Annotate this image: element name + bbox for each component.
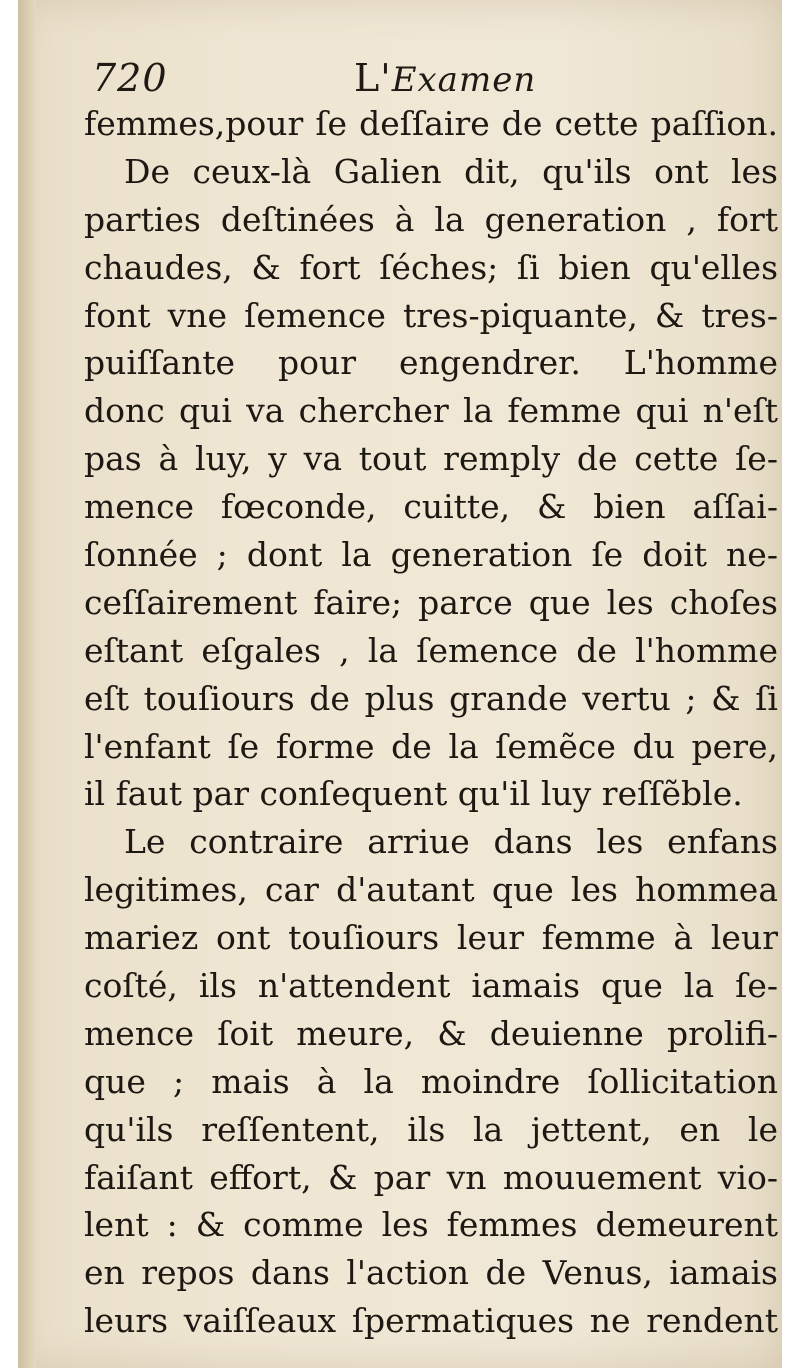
book-page xyxy=(18,0,782,1368)
page-number: 720 xyxy=(92,56,168,100)
text-line-5: font vne ſemence tres-piquante, & tres- xyxy=(84,295,778,335)
text-line-13: eſt touſiours de plus grande vertu ; & ſi xyxy=(84,678,778,718)
page-gutter xyxy=(18,0,36,1368)
text-line-16: Le contraire arriue dans les enfans xyxy=(124,822,778,862)
text-line-14: l'enfant ſe forme de la ſemẽce du pere, xyxy=(84,726,778,766)
text-line-10: ſonnée ; dont la generation ſe doit ne- xyxy=(84,535,778,575)
text-line-9: mence fœconde, cuitte, & bien aſſai- xyxy=(84,487,778,527)
text-line-4: chaudes, & fort ſéches; ſi bien qu'elles xyxy=(84,247,778,287)
text-line-7: donc qui va chercher la femme qui n'eſt xyxy=(84,391,778,431)
text-line-12: eſtant eſgales , la ſemence de l'homme xyxy=(84,630,778,670)
text-line-17: legitimes, car d'autant que les hommea xyxy=(84,870,778,910)
text-line-3: parties deſtinées à la generation , fort xyxy=(84,199,778,239)
text-line-21: que ; mais à la moindre ſollicitation xyxy=(84,1061,778,1101)
text-line-22: qu'ils reſſentent, ils la jettent, en le xyxy=(84,1109,778,1149)
running-head-italic: Examen xyxy=(391,60,537,100)
text-line-8: pas à luy, y va tout remply de cette ſe- xyxy=(84,439,778,479)
running-head xyxy=(354,56,536,100)
text-line-23: faiſant effort, & par vn mouuement vio- xyxy=(84,1157,778,1197)
running-head-start: L' xyxy=(354,56,392,100)
text-line-1: femmes,pour ſe deſſaire de cette paſſion. xyxy=(84,104,778,143)
text-line-20: mence ſoit meure, & deuienne prolifi- xyxy=(84,1013,778,1053)
text-line-24: lent : & comme les femmes demeurent xyxy=(84,1205,778,1245)
text-line-6: puiſſante pour engendrer. L'homme xyxy=(84,343,778,383)
text-line-2: De ceux-là Galien dit, qu'ils ont les xyxy=(124,151,778,191)
text-line-11: ceſſairement faire; parce que les choſes xyxy=(84,582,778,622)
body-text xyxy=(84,100,778,1345)
text-line-18: mariez ont touſiours leur femme à leur xyxy=(84,918,778,958)
text-line-19: coſté, ils n'attendent iamais que la ſe- xyxy=(84,966,778,1006)
text-line-26: leurs vaiſſeaux ſpermatiques ne rendent xyxy=(84,1301,778,1341)
text-line-25: en repos dans l'action de Venus, iamais xyxy=(84,1253,778,1293)
text-line-15: il faut par conſequent qu'il luy reſſẽble. xyxy=(84,774,743,814)
